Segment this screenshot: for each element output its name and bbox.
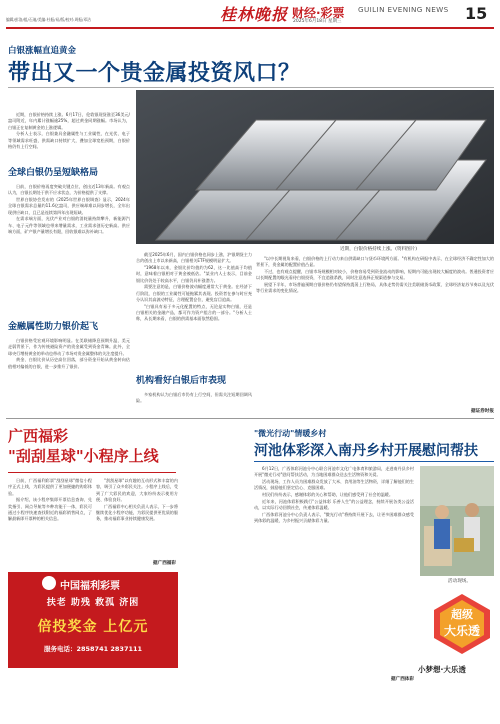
article1-col3	[136, 252, 252, 374]
ad-slogan-1: 扶老 助残 救孤 济困	[46, 598, 140, 608]
article1-body1	[8, 184, 130, 344]
event-photo-caption: 活动现场。	[448, 579, 471, 584]
article3-rule	[254, 461, 494, 462]
section-title: 财经·彩票	[292, 6, 345, 20]
body-paragraph: 黄金、白银比价从历史高位回落，部分资金开始从黄金转向估值相对偏低的白银，进一步推升了银价。	[8, 357, 130, 369]
body-paragraph: 6月12日，广西体彩河池分中心联合河池市文化广电体育和旅游局，走进南丹县乡村开展"微光行动"慰问帮扶活动，为当地困难群众送去生活物资和关爱。	[254, 466, 414, 478]
article2-rule	[8, 472, 176, 473]
hotline-label: 服务电话：	[43, 645, 77, 653]
body-paragraph: 据介绍，该小程序集即开票信息查询、兑奖指引、网点导航等多种功能于一体，彩民可通过小程序快速查找附近的福彩销售网点，了解最新即开票种的相关信息。	[8, 497, 92, 522]
article2-col1	[8, 478, 92, 562]
body-paragraph: "刮刮星球"以有趣的互动形式和丰富的内容，吸引了众多彩民关注。小程序上线后，受到了广大彩民的欢迎，大家纷纷表示使用方便、体验良好。	[96, 478, 178, 502]
welfare-lottery-ad	[8, 572, 178, 668]
article2-col2	[96, 478, 178, 562]
body-paragraph: "白银具有易于多元化配置的特点，无论是实物白银，还是白银相关的金融产品，都可作为资产组合的一部分。"分析人士称，从长期来看，白银的供需基本面依然稳固。	[136, 303, 252, 322]
body-paragraph: 展望下半年，市场普遍预期白银价格仍有望保持震荡上行格局，具体走势仍需关注美联储货币政策、全球经济复苏节奏以及光伏等行业需求的变化情况。	[256, 282, 494, 294]
event-photo	[420, 466, 494, 576]
promo-line-2: 大乐透	[443, 624, 480, 638]
section-divider	[6, 418, 494, 419]
page-number: 15	[465, 4, 488, 23]
body-paragraph: 村民们纷纷表示，感谢体彩的关心和帮助，让他们感受到了社会的温暖。	[262, 492, 393, 498]
super-lotto-badge	[430, 592, 494, 656]
article3-source: 据广西体彩	[391, 677, 414, 682]
body-paragraph: 广西福彩中心相关负责人表示，下一步将继续优化小程序功能，为彩民提供更优质的服务，推动福彩事业持续健康发展。	[96, 503, 178, 522]
ad-brand: 中国福利彩票	[60, 581, 120, 592]
event-photo-image	[420, 466, 494, 576]
article1-col3b	[136, 392, 252, 405]
article1-col1	[8, 112, 130, 151]
promo-tagline: 小梦想·大乐透	[418, 665, 466, 674]
silver-bars-image	[136, 90, 494, 244]
body-paragraph: 在需求端方面，光伏产业对白银的消耗量持续攀升，新能源汽车、电子元件等领域也带来增量需求，工业需求创历史新高。供应端方面，矿产银产量增长有限，回收银难以弥补缺口。	[8, 216, 130, 235]
article1-col4	[256, 256, 494, 404]
article1-divider	[8, 87, 494, 88]
body-paragraph: 世界白银协会发布的《2025年世界白银调查》显示，2024年全球白银需求总量约11.6亿盎司，供应端却难以同步增长，全年出现供应缺口，且已是连续第四年出现短缺。	[8, 197, 130, 215]
body-paragraph: 需要注意的是，白银价格波动幅度通常大于黄金。在经济下行阶段，白银的工业属性可能拖累其表现。投资者在参与时应充分认识其高波动特征，合理配置仓位，避免盲目追高。	[136, 284, 252, 303]
ad-slogan-2: 倍投奖金 上亿元	[37, 619, 149, 635]
article3-kicker: "微光行动"情暖乡村	[254, 429, 327, 438]
english-name: GUILIN EVENING NEWS	[358, 5, 449, 14]
body-paragraph: 日前，广西福利彩票"刮刮星球"微信小程序正式上线，为彩民提供了更加便捷的购彩体验。	[8, 478, 92, 496]
body-paragraph: 多家机构认为白银后市仍有上行空间，但需关注短期回调风险。	[136, 392, 252, 404]
welfare-logo-icon	[42, 576, 56, 590]
lead-paragraph: 近期，白银价格持续上涨。6月17日，伦敦银现货涨至36美元/盎司附近，年内累计涨幅逾25%，超过黄金同期涨幅。市场认为，白银正在复制黄金的上涨逻辑。	[8, 112, 130, 130]
body-paragraph: 白银价格受宏观环境影响明显。在美联储降息预期升温、美元走弱背景下，作为传统避险资产的贵金属受到资金青睐。此外，全球央行增持黄金的举动也带动了市场对贵金属整体的关注度提升。	[8, 338, 130, 356]
header-rule	[6, 27, 494, 29]
masthead	[0, 0, 500, 30]
body-paragraph: 近年来，河池体彩积极践行"公益体彩 乐善人生"的公益理念，持续开展各类公益活动，以实际行动回馈社会，传递体彩温暖。	[254, 498, 414, 511]
article3-body	[254, 466, 414, 670]
article2-source: 据广西福彩	[153, 561, 176, 566]
article3-headline: 河池体彩深入南丹乡村开展慰问帮扶	[254, 443, 478, 459]
editor-credits: 编辑/彭洛/组/石迪/美编:杜振/易/版/校对:周振/邓洁	[6, 17, 91, 22]
lead-paragraph: 分析人士表示，白银兼具金融属性与工业属性，在光伏、电子等领域需求旺盛，供需缺口持续扩大，叠加全球宽松预期，白银价格仍有上行空间。	[8, 131, 130, 149]
body-paragraph: "1968年以来，金银比价均值约为62，这一比值高于均值时，意味着白银相对于黄金被低估。"某业内人士表示，目前金银比价仍处于较高水平，白银仍具补涨潜力。	[136, 265, 252, 283]
article2-headline: 广西福彩 "刮刮星球"小程序上线	[8, 427, 159, 465]
silver-bars-photo	[136, 90, 494, 244]
body-paragraph: 日前，白银价格再度突破关键点位，创出近13年新高。有观点认为，白银长期处于供不应求状态，为价格提供了支撑。	[8, 184, 130, 196]
body-paragraph: 截至2025年6月，国内白银价格也同步上涨，沪银期货主力合约创出上市以来新高，白银相关ETF规模明显扩大。	[136, 252, 252, 264]
ad-hotline	[8, 644, 178, 653]
photo-caption: 近期，白银价格持续上涨。(资料图片)	[340, 247, 418, 252]
body-paragraph: 广西体彩河池分中心负责人表示，"微光行动"将持续开展下去，让更多困难群众感受到体彩的温暖，为乡村振兴贡献体彩力量。	[254, 512, 414, 524]
issue-date: 2025年6月18日 星期三	[293, 19, 342, 24]
article1-subhead-1: 全球白银仍呈短缺格局	[8, 168, 99, 178]
hotline-number: 2858741 2837111	[76, 645, 143, 653]
article1-subhead-3: 机构看好白银后市表现	[136, 376, 227, 386]
newspaper-logo: 桂林晚报	[220, 5, 289, 24]
body-paragraph: 活动现场，工作人员为困难群众发放了大米、食用油等生活物资，详细了解他们的生活情况，鼓励他们坚定信心、克服困难。	[254, 479, 414, 491]
promo-line-1: 超级	[451, 608, 473, 621]
article1-kicker: 白银涨幅直追黄金	[8, 46, 77, 56]
body-paragraph: 不过，也有观点提醒，白银市场规模相对较小，价格容易受到资金流动的影响，短期内可能出现较大幅度的波动。普通投资者应以长期配置的眼光看待白银投资，不宜追涨杀跌，同时注意选择正规渠道参与交易。	[256, 269, 494, 281]
body-paragraph: "以中长期视角来看，白银价格的上行动力来自供需缺口与货币环境两方面。"有机构在研报中表示，在全球经济不确定性加大的背景下，贵金属的配置价值凸显。	[256, 256, 494, 268]
article1-source: 据证券时报	[471, 409, 494, 414]
article1-subhead-2: 金融属性助力银价起飞	[8, 322, 99, 332]
article1-headline: 带出又一个贵金属投资风口？	[8, 61, 301, 86]
article1-body2	[8, 338, 130, 402]
